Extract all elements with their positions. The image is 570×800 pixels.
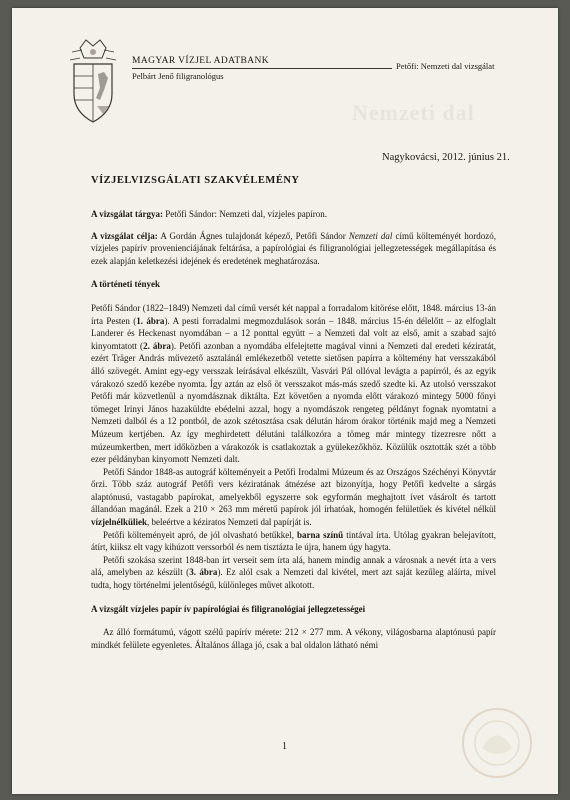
paper-text: Az álló formátumú, vágott szélű papírív mérete: 212 × 277 mm. A vékony, világosbarna alaptónusú papír mindkét felülete egyenletes. Általános állaga jó, csak a bal oldalon látható némi (91, 627, 496, 650)
purpose-text-b: című költeményét hordozó, vízjeles papírív provenienciájának feltárása, a papírológiai és filigranológiai jellegzetességek megállapítása és ezek alapján keletkezési idejének és eredetének meghatározása. (91, 230, 496, 266)
purpose-text-a: A Gordán Ágnes tulajdonát képező, Petőfi Sándor (157, 230, 349, 241)
document-page (12, 8, 558, 794)
purpose-label: A vizsgálat célja: (91, 230, 158, 241)
history-paragraph (91, 302, 496, 466)
ink-text-c: tintával írta. Utólag gyakran belejavított, átírt, kiiksz elt vagy kihúzott verssorból és nem tisztázta le újra, hanem úgy hagyta. (91, 529, 497, 553)
watermark-seal-icon (442, 698, 552, 788)
autograph-text: Petőfi Sándor 1848-as autográf költeményeit a Petőfi Irodalmi Múzeum és az Országos Széchényi Könyvtár őrzi. Több száz autográf Petőfi vers kéziratának átnézése azt bizonyítja, hogy Petőfi kedvelte a sárgás alaptónusú, vastagabb papírokat, amelyekből egyszerre sok egyformán meghajtott ívet vásárolt és tartott állandóan magánál. Ezek a 210 × 263 mm méretű papírok jól írhatóak, homogén felületűek és kivétel nélkül vízjelnélküliek, beleértve a kéziratos Nemzeti dal papírját is. (91, 466, 496, 528)
paper-paragraph (91, 626, 496, 651)
signature-text-c: ). Ez alól csak a Nemzeti dal kivétel, mert azt saját kezűleg aláírta, mivel tudta, hogy történelmi jelentőségű, különleges művet alkotott. (91, 567, 496, 591)
purpose-italic: Nemzeti dal (348, 230, 393, 241)
ink-color: barna színű (297, 529, 344, 540)
figure-ref-1: 1. ábra (136, 315, 165, 326)
purpose-paragraph (91, 230, 496, 268)
header-divider (132, 68, 392, 69)
document-reference: Petőfi: Nemzeti dal vizsgálat (396, 61, 495, 71)
section-heading-history: A történeti tények (91, 279, 160, 290)
coat-of-arms-icon (64, 38, 122, 124)
signature-text-a: Petőfi szokása szerint 1848-ban írt verseit sem írta alá, hanem mindig annak a városnak a nevét írta a vers alá, amelyben az készült ( (91, 554, 496, 578)
page-number: 1 (282, 741, 287, 752)
org-subtitle: Pelbárt Jenő filigranológus (132, 71, 224, 81)
ink-paragraph (91, 529, 496, 554)
figure-ref-3: 3. ábra (189, 567, 218, 578)
date-line: Nagykovácsi, 2012. június 21. (382, 152, 510, 163)
subject-paragraph (91, 208, 496, 221)
history-text-e: ). Petőfi azonban a nyomdába elfelejtette magával vinni a Nemzeti dal eredeti kéziratát, ezért Träger András művezető asztalánál emlékezetből vetette sietősen papírra a költemény hat versszakából álló szövegét. Amint egy-egy versszak leírásával elkészült, Vasvári Pál ollóval levágta a papírról, és az egyik várakozó szedő kezébe nyomta. Így aztán az első öt versszakot más-más szedő szedte ki. Az utolsó versszakot Petőfi már közvetlenül a nyomdásznak diktálta. Ezt követően a nyomda előtt várakozó mintegy 5000 főnyi tömeget Irinyi János hazaküldte ebédelni azzal, hogy a nyomdászok rengeteg példányt fognak nyomtatni a Nemzeti dalból és a 12 pontból, de azok szétosztása csak délután három órakor történik majd meg a Nemzeti Múzeum kertjében. Az így meghirdetett délutáni találkozóra a tömeg már mintegy tízezresre nőtt a múzeumkertben, mert időközben a várakozók is csatlakoztak a gyülekezőkhöz. Közülük osztották szét a több ezer példányban kinyomott Nemzeti dalt. (91, 340, 497, 465)
ink-text-a: Petőfi költeményeit apró, de jól olvasható betűkkel, (103, 529, 298, 540)
document-title: VÍZJELVIZSGÁLATI SZAKVÉLEMÉNY (91, 175, 300, 186)
section-heading-paper: A vizsgált vízjeles papír ív papírológiai és filigranológiai jellegzetességei (91, 603, 366, 614)
figure-ref-2: 2. ábra (143, 340, 171, 351)
subject-label: A vizsgálat tárgya: (91, 209, 163, 219)
autograph-paragraph (91, 466, 496, 529)
show-through-text: Nemzeti dal (352, 100, 475, 125)
signature-paragraph (91, 554, 496, 592)
document-body (91, 208, 496, 651)
org-name: MAGYAR VÍZJEL ADATBANK (132, 56, 270, 66)
history-text-c: ). A pesti forradalmi megmozdulások során – 1848. március 15-én délelőtt – az elfoglalt Landerer és Heckenast nyomdában – a 12 ponttal együtt – a Nemzeti dal volt az első, amit a szabad sajtó kinyomtatott ( (91, 315, 496, 351)
watermark-free-keyword: vízjelnélküliek (91, 517, 147, 528)
history-text-a: Petőfi Sándor (1822–1849) Nemzeti dal című versét két nappal a forradalom kitörése előtt, 1848. március 13-án írta Pesten ( (91, 302, 496, 326)
subject-text: Petőfi Sándor: Nemzeti dal, vízjeles papíron. (163, 209, 327, 219)
